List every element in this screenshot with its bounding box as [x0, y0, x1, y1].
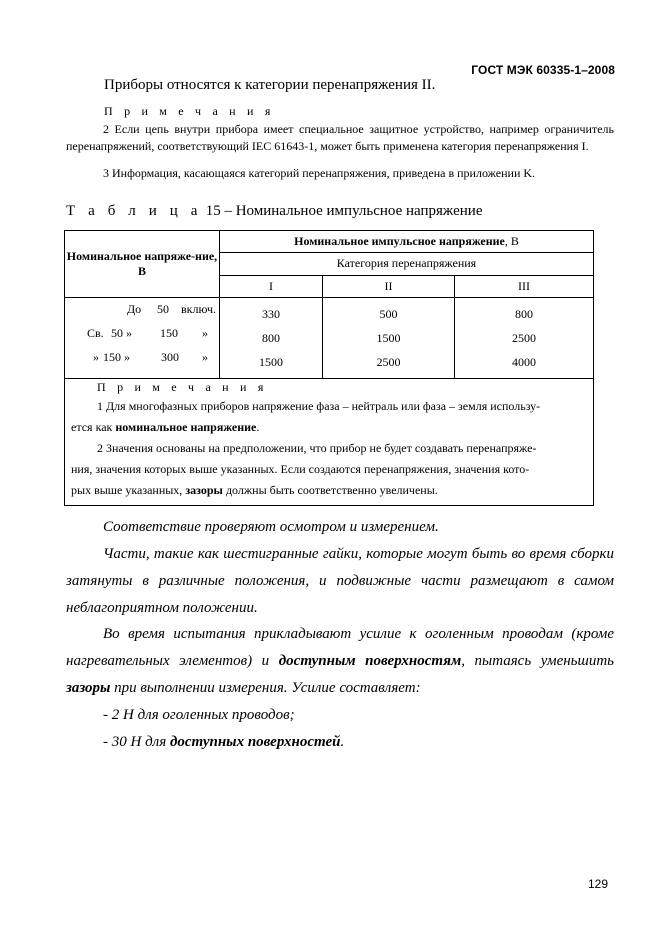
voltage-ranges — [65, 298, 220, 379]
body-paragraph-1: Соответствие проверяют осмотром и измерением. — [103, 519, 439, 535]
body-list-item-1: - 2 Н для оголенных проводов; — [103, 707, 295, 723]
range-row: » 150 » 300 » — [93, 350, 208, 364]
values-cat-ii: 500 1500 2500 — [323, 298, 455, 379]
note-3 — [66, 165, 614, 182]
range-row: До 50 включ. — [127, 302, 217, 316]
category-ii: II — [323, 275, 455, 297]
table-notes-title: П р и м е ч а н и я — [97, 380, 268, 394]
note-2 — [66, 121, 614, 154]
body-list-item-2: - 30 Н для доступных поверхностей. — [103, 734, 345, 750]
values-cat-iii: 800 2500 4000 — [455, 298, 594, 379]
table-note-2-line: 2 Значения основаны на предположении, что прибор не будет создавать перенапряже- — [97, 441, 537, 455]
page-number: 129 — [587, 877, 608, 891]
col-header-category: Категория перенапряжения — [220, 253, 594, 275]
category-i: I — [220, 275, 323, 297]
table-note-2-line: рых выше указанных, зазоры должны быть соответственно увеличены. — [71, 483, 438, 497]
col-header-rated-voltage: Номинальное напряже-ние, В — [65, 231, 220, 298]
category-iii: III — [455, 275, 594, 297]
table-note-2-line: ния, значения которых выше указанных. Если создаются перенапряжения, значения кото- — [71, 462, 530, 476]
body-paragraph-2: Части, такие как шестигранные гайки, которые могут быть во время сборки затянуты в различные положения, и подвижные части размещают в самом неблагоприятном положении. — [66, 546, 614, 616]
voltage-table — [64, 230, 594, 506]
body-paragraph-3: Во время испытания прикладывают усилие к оголенным проводам (кроме нагревательных элементов) и доступным поверхностям, пытаясь уменьшить зазоры при выполнении измерения. Усилие составляет: — [66, 626, 614, 696]
table-caption-text: 15 – Номинальное импульсное напряжение — [205, 203, 483, 219]
table-caption — [66, 203, 482, 220]
note-3-text: 3 Информация, касающаяся категорий перенапряжения, приведена в приложении K. — [103, 166, 536, 180]
table-caption-word: Т а б л и ц а — [66, 203, 202, 219]
col-header-impulse-voltage: Номинальное импульсное напряжение, В — [220, 231, 594, 253]
table-notes — [65, 379, 594, 506]
intro-paragraph: Приборы относятся к категории перенапряжения II. — [104, 77, 436, 93]
table-note-1-line: ется как номинальное напряжение. — [71, 420, 260, 434]
values-cat-i: 330 800 1500 — [220, 298, 323, 379]
range-row: Св. 50 » 150 » — [87, 326, 208, 340]
document-header: ГОСТ МЭК 60335-1–2008 — [471, 63, 615, 77]
note-2-text: 2 Если цепь внутри прибора имеет специальное защитное устройство, например ограничитель перенапряжений, соответствующий IEC 61643-1, может быть применена категория перенапряжения I. — [66, 122, 614, 153]
table-note-1-line: 1 Для многофазных приборов напряжение фаза – нейтраль или фаза – земля использу- — [97, 399, 541, 413]
notes-title: П р и м е ч а н и я — [104, 104, 275, 118]
